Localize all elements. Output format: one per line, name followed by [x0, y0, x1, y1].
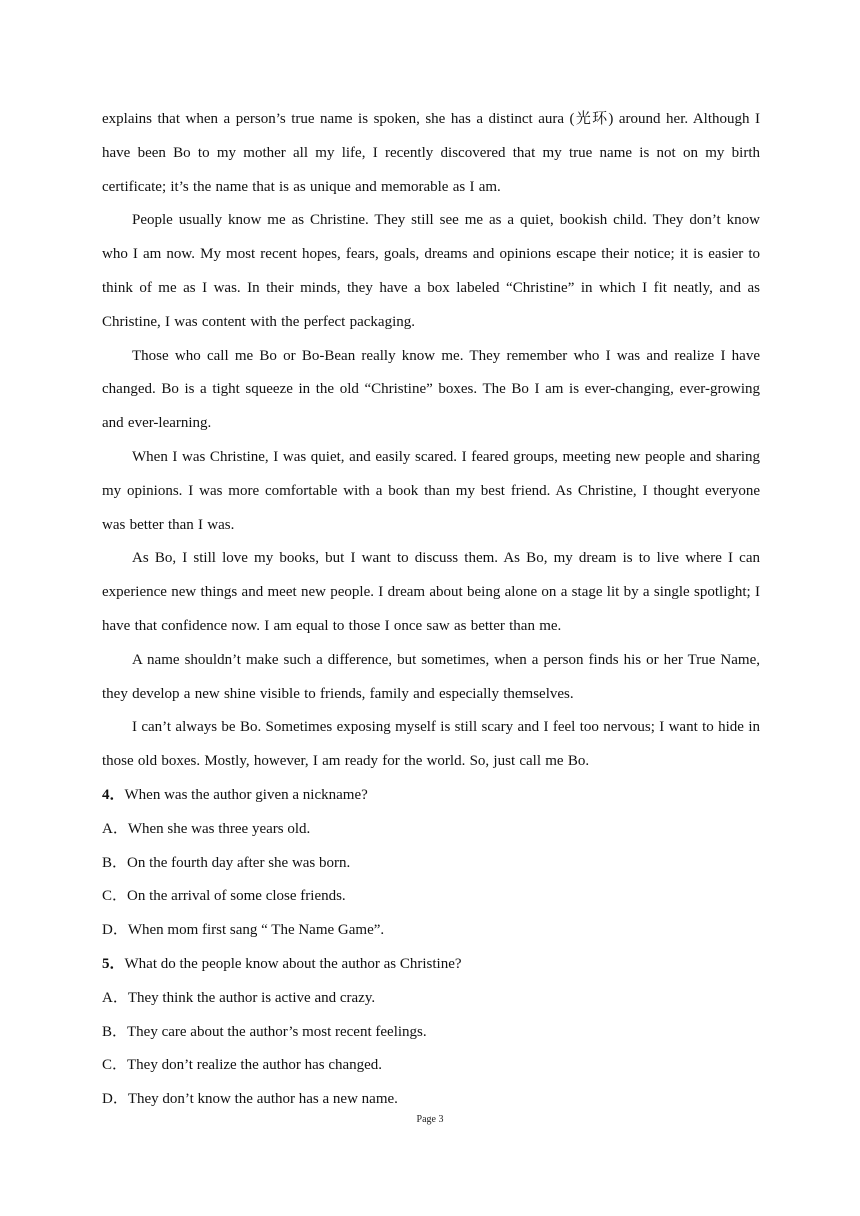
question-stem	[102, 948, 760, 982]
answer-option-c: C．They don’t realize the author has changed.	[102, 1057, 383, 1074]
question-5	[102, 948, 760, 1117]
answer-option-a: A．They think the author is active and crazy.	[102, 989, 376, 1006]
answer-option-c: C．On the arrival of some close friends.	[102, 888, 346, 905]
question-text: When was the author given a nickname?	[124, 786, 368, 803]
passage-paragraph: When I was Christine, I was quiet, and easily scared. I feared groups, meeting new people and sharing my opinions. I was more comfortable with a book than my best friend. As Christine, I thought everyone was better than I was.	[102, 448, 760, 533]
page-number: Page 3	[416, 1114, 444, 1125]
question-number: 5．	[102, 955, 125, 972]
passage-paragraph: People usually know me as Christine. They still see me as a quiet, bookish child. They don’t know who I am now. My most recent hopes, fears, goals, dreams and opinions escape their notice; it is easier to think of me as I was. In their minds, they have a box labeled “Christine” in which I fit neatly, and as Christine, I was content with the perfect packaging.	[102, 212, 760, 330]
answer-option-a: A．When she was three years old.	[102, 820, 311, 837]
question-text: What do the people know about the author as Christine?	[124, 955, 462, 972]
question-number: 4．	[102, 786, 125, 803]
passage-paragraph: explains that when a person’s true name is spoken, she has a distinct aura (光环) around her. Although I have been Bo to my mother all my life, I recently discovered that my true name is not on my birth certificate; it’s the name that is as unique and memorable as I am.	[102, 111, 760, 195]
answer-option-d: D．When mom first sang “ The Name Game”.	[102, 922, 385, 939]
answer-option-b: B．On the fourth day after she was born.	[102, 854, 351, 871]
passage-paragraph: As Bo, I still love my books, but I want to discuss them. As Bo, my dream is to live where I can experience new things and meet new people. I dream about being alone on a stage lit by a single spotlight; I have that confidence now. I am equal to those I once saw as better than me.	[102, 550, 760, 634]
answer-option-b: B．They care about the author’s most recent feelings.	[102, 1023, 427, 1040]
question-4	[102, 779, 760, 948]
passage-paragraph: A name shouldn’t make such a difference, but sometimes, when a person finds his or her True Name, they develop a new shine visible to friends, family and especially themselves.	[102, 651, 760, 702]
question-stem	[102, 779, 760, 813]
passage-paragraph: I can’t always be Bo. Sometimes exposing myself is still scary and I feel too nervous; I want to hide in those old boxes. Mostly, however, I am ready for the world. So, just call me Bo.	[102, 719, 760, 770]
reading-passage	[102, 103, 760, 779]
page-content	[102, 103, 760, 1117]
answer-option-d: D．They don’t know the author has a new name.	[102, 1091, 398, 1108]
passage-paragraph: Those who call me Bo or Bo-Bean really know me. They remember who I was and realize I have changed. Bo is a tight squeeze in the old “Christine” boxes. The Bo I am is ever-changing, ever-growing and ever-learning.	[102, 347, 760, 432]
